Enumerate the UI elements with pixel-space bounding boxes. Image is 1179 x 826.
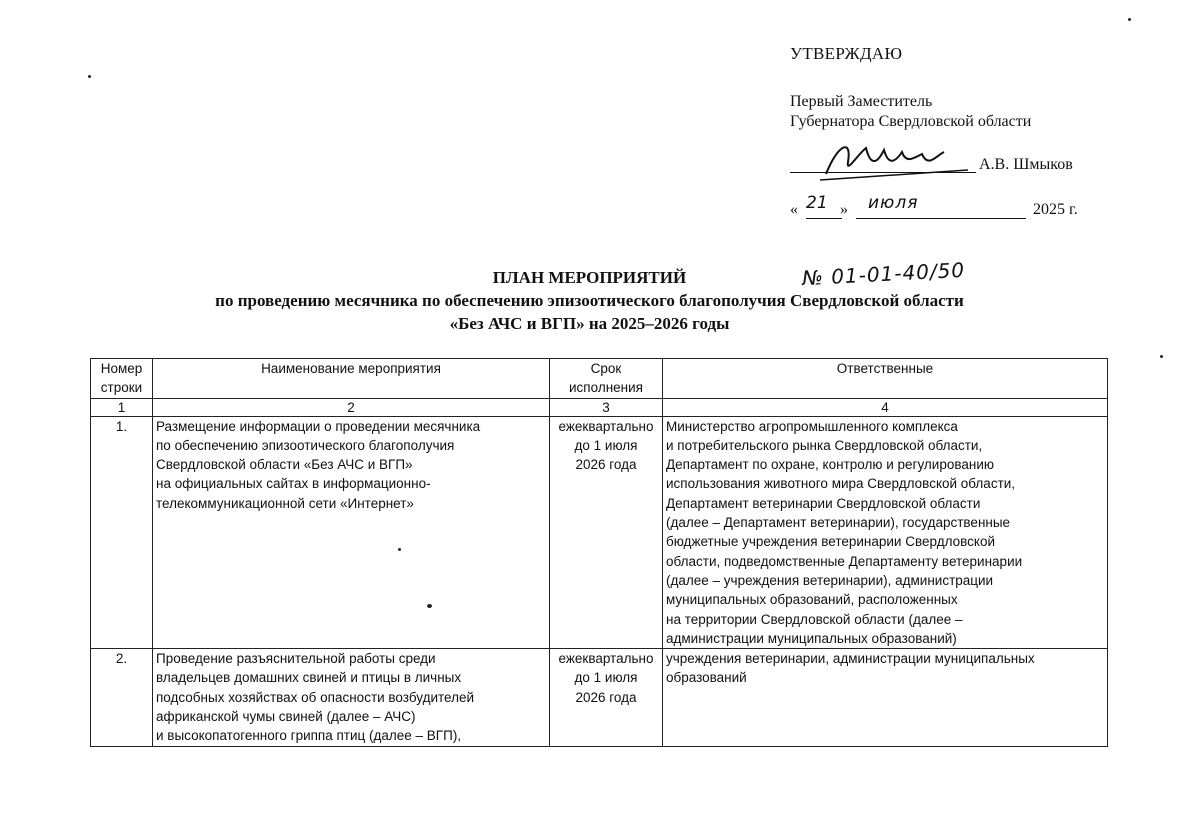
date-day-handwritten: 21: [806, 193, 828, 213]
column-numbers-row: [91, 398, 1108, 416]
row-number: 1.: [91, 416, 153, 649]
responsible: Министерство агропромышленного комплекса и потребительского рынка Свердловской области, Департамент по охране, контролю и регулированию использования животного мира Свердловской области, Департамент ветеринарии Свердловской области (далее – Департамент ветеринарии), государственные бюджетные учреждения ветеринарии Свердловской области, подведомственные Департаменту ветеринарии (далее – учреждения ветеринарии), администрации муниципальных образований, расположенных на территории Свердловской области (далее – администрации муниципальных образований): [663, 416, 1108, 649]
plan-table: [90, 358, 1108, 747]
event-name: Проведение разъяснительной работы среди владельцев домашних свиней и птицы в личных подсобных хозяйствах об опасности возбудителей африканской чумы свиней (далее – АЧС) и высокопатогенного гриппа птиц (далее – ВГП),: [153, 649, 550, 746]
scan-speck: [88, 75, 91, 78]
date-month-line: [856, 218, 1026, 219]
event-name: Размещение информации о проведении месячника по обеспечению эпизоотического благополучия Свердловской области «Без АЧС и ВГП» на официальных сайтах в информационно- телекоммуникационной сети «Интернет»: [153, 416, 550, 649]
date-month-handwritten: июля: [868, 193, 919, 213]
table-row: [91, 416, 1108, 649]
signer-name: А.В. Шмыков: [979, 156, 1073, 173]
approval-heading: УТВЕРЖДАЮ: [790, 44, 903, 63]
row-number: 2.: [91, 649, 153, 746]
handwritten-signature: [818, 134, 978, 184]
plan-title: ПЛАН МЕРОПРИЯТИЙ: [492, 268, 687, 287]
date-year: 2025 г.: [1033, 201, 1078, 218]
header-deadline: Срок исполнения: [550, 359, 663, 399]
registration-number-handwritten: № 01-01-40/50: [801, 257, 966, 291]
scan-speck: [427, 604, 432, 608]
responsible: учреждения ветеринарии, администрации муниципальных образований: [663, 649, 1108, 746]
header-event-name: Наименование мероприятия: [153, 359, 550, 399]
table-row: [91, 649, 1108, 746]
date-day-line: [806, 218, 842, 219]
plan-subtitle-line1: по проведению месячника по обеспечению эпизоотического благополучия Свердловской области: [215, 291, 964, 310]
scan-speck: [1160, 355, 1163, 358]
signature-line: [790, 172, 976, 173]
deadline: ежеквартально до 1 июля 2026 года: [550, 649, 663, 746]
table-header-row: [91, 359, 1108, 399]
scan-speck: [1128, 18, 1131, 21]
column-number: 4: [663, 398, 1108, 416]
header-responsible: Ответственные: [663, 359, 1108, 399]
header-row-number: Номер строки: [91, 359, 153, 399]
column-number: 1: [91, 398, 153, 416]
date-quote-open: «: [790, 201, 798, 218]
approval-position: Первый Заместитель Губернатора Свердловской области: [790, 93, 1032, 130]
column-number: 3: [550, 398, 663, 416]
deadline: ежеквартально до 1 июля 2026 года: [550, 416, 663, 649]
plan-subtitle-line2: «Без АЧС и ВГП» на 2025–2026 годы: [449, 314, 730, 333]
scan-speck: [398, 548, 401, 551]
column-number: 2: [153, 398, 550, 416]
date-quote-close: »: [840, 201, 848, 218]
